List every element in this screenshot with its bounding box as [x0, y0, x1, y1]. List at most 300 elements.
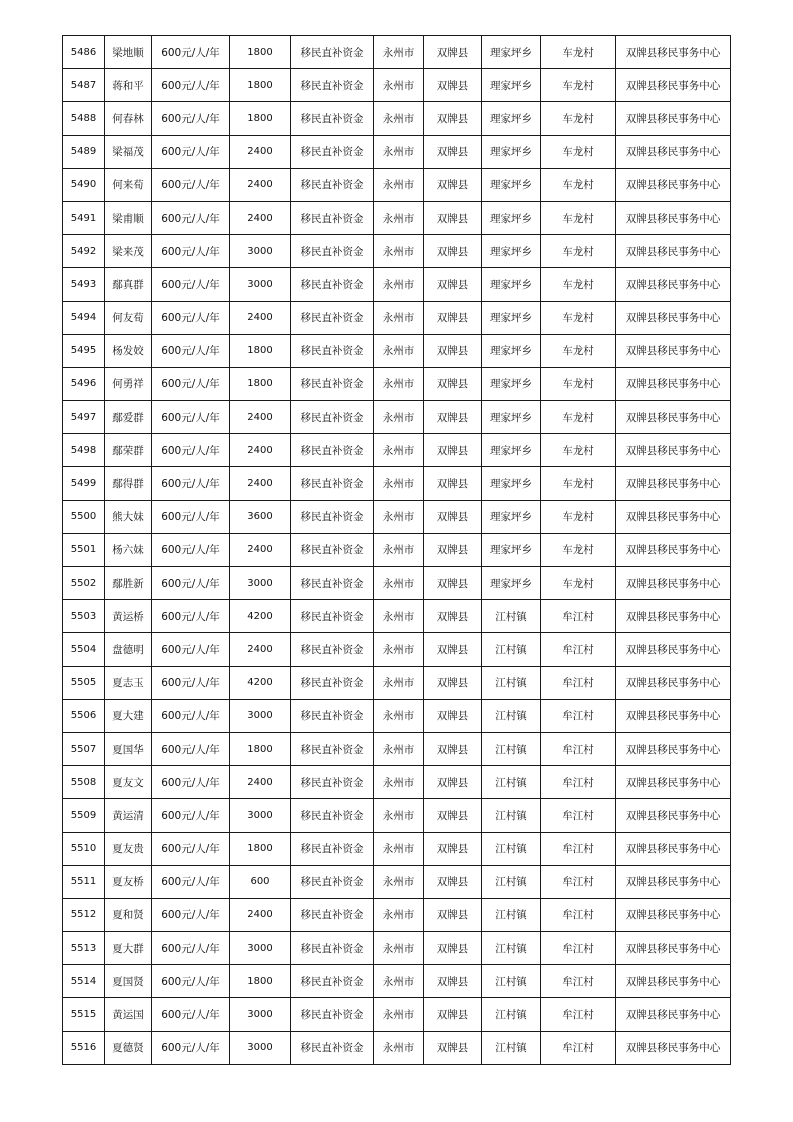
cell-serial-number: 5498 — [63, 434, 105, 467]
table-row — [63, 932, 731, 965]
cell-fund-type: 移民直补资金 — [291, 766, 374, 799]
cell-township: 江村镇 — [482, 633, 541, 666]
cell-agency: 双牌县移民事务中心 — [616, 235, 731, 268]
cell-serial-number: 5510 — [63, 832, 105, 865]
cell-township: 江村镇 — [482, 832, 541, 865]
cell-serial-number: 5493 — [63, 268, 105, 301]
cell-county: 双牌县 — [424, 832, 482, 865]
cell-fund-type: 移民直补资金 — [291, 201, 374, 234]
cell-township: 江村镇 — [482, 600, 541, 633]
cell-county: 双牌县 — [424, 732, 482, 765]
cell-city: 永州市 — [374, 500, 424, 533]
cell-city: 永州市 — [374, 36, 424, 69]
cell-fund-type: 移民直补资金 — [291, 567, 374, 600]
cell-name: 何来荀 — [105, 168, 152, 201]
cell-county: 双牌县 — [424, 235, 482, 268]
cell-county: 双牌县 — [424, 898, 482, 931]
cell-township: 江村镇 — [482, 898, 541, 931]
cell-serial-number: 5505 — [63, 666, 105, 699]
cell-village: 牟江村 — [541, 898, 616, 931]
cell-agency: 双牌县移民事务中心 — [616, 1031, 731, 1064]
table-row — [63, 235, 731, 268]
cell-subsidy-standard: 600元/人/年 — [152, 567, 230, 600]
cell-serial-number: 5508 — [63, 766, 105, 799]
cell-amount: 1800 — [230, 102, 291, 135]
cell-village: 牟江村 — [541, 766, 616, 799]
cell-county: 双牌县 — [424, 69, 482, 102]
cell-village: 牟江村 — [541, 666, 616, 699]
cell-city: 永州市 — [374, 301, 424, 334]
table-row — [63, 766, 731, 799]
cell-amount: 1800 — [230, 965, 291, 998]
cell-amount: 600 — [230, 865, 291, 898]
cell-serial-number: 5500 — [63, 500, 105, 533]
cell-village: 牟江村 — [541, 998, 616, 1031]
cell-name: 鄢胜新 — [105, 567, 152, 600]
cell-amount: 2400 — [230, 401, 291, 434]
table-row — [63, 334, 731, 367]
cell-amount: 1800 — [230, 367, 291, 400]
cell-agency: 双牌县移民事务中心 — [616, 633, 731, 666]
cell-agency: 双牌县移民事务中心 — [616, 898, 731, 931]
cell-county: 双牌县 — [424, 533, 482, 566]
cell-city: 永州市 — [374, 898, 424, 931]
cell-county: 双牌县 — [424, 666, 482, 699]
table-row — [63, 36, 731, 69]
cell-subsidy-standard: 600元/人/年 — [152, 235, 230, 268]
cell-subsidy-standard: 600元/人/年 — [152, 467, 230, 500]
cell-village: 车龙村 — [541, 334, 616, 367]
cell-county: 双牌县 — [424, 334, 482, 367]
cell-subsidy-standard: 600元/人/年 — [152, 865, 230, 898]
table-body — [63, 36, 731, 1065]
cell-serial-number: 5503 — [63, 600, 105, 633]
cell-county: 双牌县 — [424, 932, 482, 965]
cell-agency: 双牌县移民事务中心 — [616, 434, 731, 467]
cell-village: 车龙村 — [541, 201, 616, 234]
cell-subsidy-standard: 600元/人/年 — [152, 799, 230, 832]
cell-township: 理家坪乡 — [482, 401, 541, 434]
cell-subsidy-standard: 600元/人/年 — [152, 666, 230, 699]
cell-fund-type: 移民直补资金 — [291, 334, 374, 367]
cell-subsidy-standard: 600元/人/年 — [152, 168, 230, 201]
table-row — [63, 1031, 731, 1064]
cell-name: 梁地顺 — [105, 36, 152, 69]
table-row — [63, 567, 731, 600]
cell-name: 鄢爱群 — [105, 401, 152, 434]
cell-amount: 1800 — [230, 832, 291, 865]
cell-name: 夏国贤 — [105, 965, 152, 998]
cell-county: 双牌县 — [424, 301, 482, 334]
cell-name: 夏和贤 — [105, 898, 152, 931]
cell-city: 永州市 — [374, 201, 424, 234]
cell-village: 车龙村 — [541, 69, 616, 102]
cell-city: 永州市 — [374, 567, 424, 600]
cell-serial-number: 5496 — [63, 367, 105, 400]
cell-amount: 2400 — [230, 633, 291, 666]
table-row — [63, 500, 731, 533]
cell-subsidy-standard: 600元/人/年 — [152, 301, 230, 334]
cell-village: 车龙村 — [541, 401, 616, 434]
cell-name: 夏大群 — [105, 932, 152, 965]
cell-township: 理家坪乡 — [482, 69, 541, 102]
table-row — [63, 268, 731, 301]
table-row — [63, 898, 731, 931]
cell-fund-type: 移民直补资金 — [291, 301, 374, 334]
cell-village: 车龙村 — [541, 567, 616, 600]
cell-subsidy-standard: 600元/人/年 — [152, 699, 230, 732]
cell-agency: 双牌县移民事务中心 — [616, 965, 731, 998]
cell-name: 何春林 — [105, 102, 152, 135]
cell-village: 车龙村 — [541, 36, 616, 69]
cell-amount: 3000 — [230, 799, 291, 832]
cell-fund-type: 移民直补资金 — [291, 998, 374, 1031]
cell-amount: 3000 — [230, 567, 291, 600]
cell-serial-number: 5516 — [63, 1031, 105, 1064]
cell-city: 永州市 — [374, 699, 424, 732]
cell-amount: 2400 — [230, 201, 291, 234]
cell-village: 牟江村 — [541, 1031, 616, 1064]
cell-county: 双牌县 — [424, 998, 482, 1031]
cell-township: 理家坪乡 — [482, 334, 541, 367]
cell-serial-number: 5495 — [63, 334, 105, 367]
table-row — [63, 600, 731, 633]
cell-amount: 1800 — [230, 334, 291, 367]
cell-city: 永州市 — [374, 434, 424, 467]
cell-amount: 3000 — [230, 235, 291, 268]
cell-amount: 3000 — [230, 1031, 291, 1064]
cell-serial-number: 5490 — [63, 168, 105, 201]
cell-subsidy-standard: 600元/人/年 — [152, 998, 230, 1031]
cell-agency: 双牌县移民事务中心 — [616, 268, 731, 301]
cell-fund-type: 移民直补资金 — [291, 799, 374, 832]
cell-agency: 双牌县移民事务中心 — [616, 567, 731, 600]
cell-fund-type: 移民直补资金 — [291, 36, 374, 69]
cell-agency: 双牌县移民事务中心 — [616, 932, 731, 965]
table-row — [63, 832, 731, 865]
table-row — [63, 965, 731, 998]
table-row — [63, 799, 731, 832]
cell-subsidy-standard: 600元/人/年 — [152, 268, 230, 301]
cell-county: 双牌县 — [424, 168, 482, 201]
cell-city: 永州市 — [374, 600, 424, 633]
cell-county: 双牌县 — [424, 268, 482, 301]
cell-subsidy-standard: 600元/人/年 — [152, 434, 230, 467]
cell-village: 牟江村 — [541, 865, 616, 898]
cell-agency: 双牌县移民事务中心 — [616, 467, 731, 500]
cell-name: 鄢真群 — [105, 268, 152, 301]
cell-village: 车龙村 — [541, 367, 616, 400]
cell-name: 梁来茂 — [105, 235, 152, 268]
cell-amount: 2400 — [230, 434, 291, 467]
cell-name: 何友荀 — [105, 301, 152, 334]
cell-village: 车龙村 — [541, 135, 616, 168]
cell-name: 杨发姣 — [105, 334, 152, 367]
cell-amount: 1800 — [230, 36, 291, 69]
cell-serial-number: 5497 — [63, 401, 105, 434]
cell-fund-type: 移民直补资金 — [291, 467, 374, 500]
cell-township: 理家坪乡 — [482, 168, 541, 201]
cell-amount: 2400 — [230, 168, 291, 201]
cell-agency: 双牌县移民事务中心 — [616, 865, 731, 898]
cell-subsidy-standard: 600元/人/年 — [152, 832, 230, 865]
cell-fund-type: 移民直补资金 — [291, 965, 374, 998]
cell-county: 双牌县 — [424, 367, 482, 400]
cell-fund-type: 移民直补资金 — [291, 102, 374, 135]
cell-subsidy-standard: 600元/人/年 — [152, 932, 230, 965]
cell-subsidy-standard: 600元/人/年 — [152, 401, 230, 434]
cell-amount: 3000 — [230, 699, 291, 732]
cell-name: 夏国华 — [105, 732, 152, 765]
cell-city: 永州市 — [374, 965, 424, 998]
cell-subsidy-standard: 600元/人/年 — [152, 102, 230, 135]
cell-fund-type: 移民直补资金 — [291, 135, 374, 168]
cell-township: 理家坪乡 — [482, 434, 541, 467]
cell-city: 永州市 — [374, 168, 424, 201]
cell-village: 牟江村 — [541, 699, 616, 732]
cell-fund-type: 移民直补资金 — [291, 600, 374, 633]
cell-township: 理家坪乡 — [482, 567, 541, 600]
cell-fund-type: 移民直补资金 — [291, 500, 374, 533]
cell-fund-type: 移民直补资金 — [291, 898, 374, 931]
cell-serial-number: 5507 — [63, 732, 105, 765]
cell-amount: 1800 — [230, 732, 291, 765]
cell-county: 双牌县 — [424, 699, 482, 732]
cell-serial-number: 5514 — [63, 965, 105, 998]
cell-name: 夏友文 — [105, 766, 152, 799]
cell-name: 夏友贵 — [105, 832, 152, 865]
cell-agency: 双牌县移民事务中心 — [616, 401, 731, 434]
table-row — [63, 301, 731, 334]
cell-amount: 1800 — [230, 69, 291, 102]
cell-fund-type: 移民直补资金 — [291, 401, 374, 434]
cell-serial-number: 5511 — [63, 865, 105, 898]
cell-county: 双牌县 — [424, 102, 482, 135]
cell-amount: 2400 — [230, 135, 291, 168]
table-row — [63, 367, 731, 400]
cell-fund-type: 移民直补资金 — [291, 699, 374, 732]
cell-name: 梁福茂 — [105, 135, 152, 168]
cell-village: 车龙村 — [541, 500, 616, 533]
cell-township: 江村镇 — [482, 965, 541, 998]
cell-name: 熊大妹 — [105, 500, 152, 533]
cell-county: 双牌县 — [424, 1031, 482, 1064]
cell-subsidy-standard: 600元/人/年 — [152, 898, 230, 931]
cell-township: 江村镇 — [482, 1031, 541, 1064]
cell-city: 永州市 — [374, 268, 424, 301]
cell-fund-type: 移民直补资金 — [291, 932, 374, 965]
cell-serial-number: 5504 — [63, 633, 105, 666]
cell-township: 江村镇 — [482, 732, 541, 765]
cell-agency: 双牌县移民事务中心 — [616, 732, 731, 765]
table-row — [63, 998, 731, 1031]
cell-serial-number: 5486 — [63, 36, 105, 69]
cell-village: 车龙村 — [541, 168, 616, 201]
cell-name: 盘德明 — [105, 633, 152, 666]
cell-city: 永州市 — [374, 69, 424, 102]
cell-amount: 4200 — [230, 600, 291, 633]
cell-village: 车龙村 — [541, 434, 616, 467]
cell-county: 双牌县 — [424, 567, 482, 600]
cell-serial-number: 5492 — [63, 235, 105, 268]
cell-city: 永州市 — [374, 334, 424, 367]
cell-fund-type: 移民直补资金 — [291, 367, 374, 400]
cell-serial-number: 5487 — [63, 69, 105, 102]
table-row — [63, 699, 731, 732]
table-row — [63, 168, 731, 201]
cell-city: 永州市 — [374, 832, 424, 865]
cell-county: 双牌县 — [424, 135, 482, 168]
cell-amount: 3000 — [230, 998, 291, 1031]
cell-subsidy-standard: 600元/人/年 — [152, 1031, 230, 1064]
cell-village: 车龙村 — [541, 268, 616, 301]
cell-amount: 3000 — [230, 268, 291, 301]
cell-agency: 双牌县移民事务中心 — [616, 699, 731, 732]
cell-village: 牟江村 — [541, 633, 616, 666]
cell-township: 江村镇 — [482, 766, 541, 799]
cell-subsidy-standard: 600元/人/年 — [152, 69, 230, 102]
cell-subsidy-standard: 600元/人/年 — [152, 600, 230, 633]
cell-city: 永州市 — [374, 102, 424, 135]
table-row — [63, 865, 731, 898]
cell-name: 鄢荣群 — [105, 434, 152, 467]
cell-county: 双牌县 — [424, 865, 482, 898]
cell-subsidy-standard: 600元/人/年 — [152, 633, 230, 666]
cell-serial-number: 5513 — [63, 932, 105, 965]
cell-county: 双牌县 — [424, 500, 482, 533]
cell-city: 永州市 — [374, 799, 424, 832]
table-row — [63, 732, 731, 765]
cell-fund-type: 移民直补资金 — [291, 434, 374, 467]
cell-amount: 2400 — [230, 467, 291, 500]
cell-amount: 4200 — [230, 666, 291, 699]
cell-subsidy-standard: 600元/人/年 — [152, 367, 230, 400]
cell-serial-number: 5512 — [63, 898, 105, 931]
cell-serial-number: 5509 — [63, 799, 105, 832]
cell-agency: 双牌县移民事务中心 — [616, 36, 731, 69]
subsidy-roster-table — [62, 35, 731, 1065]
cell-village: 牟江村 — [541, 732, 616, 765]
cell-agency: 双牌县移民事务中心 — [616, 334, 731, 367]
cell-city: 永州市 — [374, 865, 424, 898]
cell-village: 车龙村 — [541, 301, 616, 334]
cell-fund-type: 移民直补资金 — [291, 1031, 374, 1064]
cell-county: 双牌县 — [424, 600, 482, 633]
cell-county: 双牌县 — [424, 965, 482, 998]
cell-name: 鄢得群 — [105, 467, 152, 500]
cell-county: 双牌县 — [424, 633, 482, 666]
cell-township: 江村镇 — [482, 932, 541, 965]
cell-city: 永州市 — [374, 467, 424, 500]
cell-township: 理家坪乡 — [482, 201, 541, 234]
cell-city: 永州市 — [374, 533, 424, 566]
cell-amount: 3600 — [230, 500, 291, 533]
cell-name: 梁甫顺 — [105, 201, 152, 234]
cell-county: 双牌县 — [424, 36, 482, 69]
cell-agency: 双牌县移民事务中心 — [616, 766, 731, 799]
cell-subsidy-standard: 600元/人/年 — [152, 201, 230, 234]
cell-township: 理家坪乡 — [482, 500, 541, 533]
cell-city: 永州市 — [374, 633, 424, 666]
cell-subsidy-standard: 600元/人/年 — [152, 500, 230, 533]
cell-fund-type: 移民直补资金 — [291, 865, 374, 898]
cell-fund-type: 移民直补资金 — [291, 533, 374, 566]
cell-city: 永州市 — [374, 401, 424, 434]
cell-village: 车龙村 — [541, 102, 616, 135]
cell-fund-type: 移民直补资金 — [291, 732, 374, 765]
cell-city: 永州市 — [374, 732, 424, 765]
cell-agency: 双牌县移民事务中心 — [616, 102, 731, 135]
cell-agency: 双牌县移民事务中心 — [616, 600, 731, 633]
cell-name: 夏志玉 — [105, 666, 152, 699]
cell-township: 理家坪乡 — [482, 235, 541, 268]
table-row — [63, 102, 731, 135]
cell-county: 双牌县 — [424, 467, 482, 500]
cell-name: 何勇祥 — [105, 367, 152, 400]
cell-city: 永州市 — [374, 932, 424, 965]
cell-agency: 双牌县移民事务中心 — [616, 799, 731, 832]
cell-city: 永州市 — [374, 766, 424, 799]
cell-subsidy-standard: 600元/人/年 — [152, 36, 230, 69]
cell-township: 江村镇 — [482, 666, 541, 699]
cell-fund-type: 移民直补资金 — [291, 633, 374, 666]
cell-village: 牟江村 — [541, 932, 616, 965]
cell-city: 永州市 — [374, 666, 424, 699]
cell-name: 杨六妹 — [105, 533, 152, 566]
cell-name: 夏德贤 — [105, 1031, 152, 1064]
cell-serial-number: 5506 — [63, 699, 105, 732]
cell-township: 理家坪乡 — [482, 36, 541, 69]
cell-subsidy-standard: 600元/人/年 — [152, 334, 230, 367]
cell-serial-number: 5499 — [63, 467, 105, 500]
cell-county: 双牌县 — [424, 201, 482, 234]
cell-village: 牟江村 — [541, 965, 616, 998]
cell-agency: 双牌县移民事务中心 — [616, 301, 731, 334]
table-row — [63, 467, 731, 500]
cell-township: 理家坪乡 — [482, 533, 541, 566]
cell-fund-type: 移民直补资金 — [291, 235, 374, 268]
table-row — [63, 434, 731, 467]
cell-township: 理家坪乡 — [482, 467, 541, 500]
cell-amount: 2400 — [230, 301, 291, 334]
cell-township: 理家坪乡 — [482, 102, 541, 135]
cell-serial-number: 5494 — [63, 301, 105, 334]
cell-serial-number: 5501 — [63, 533, 105, 566]
table-row — [63, 401, 731, 434]
cell-county: 双牌县 — [424, 799, 482, 832]
cell-agency: 双牌县移民事务中心 — [616, 998, 731, 1031]
cell-agency: 双牌县移民事务中心 — [616, 69, 731, 102]
cell-serial-number: 5489 — [63, 135, 105, 168]
cell-township: 江村镇 — [482, 799, 541, 832]
cell-township: 江村镇 — [482, 865, 541, 898]
cell-name: 黄运桥 — [105, 600, 152, 633]
cell-township: 理家坪乡 — [482, 135, 541, 168]
cell-amount: 3000 — [230, 932, 291, 965]
cell-agency: 双牌县移民事务中心 — [616, 500, 731, 533]
cell-name: 夏友桥 — [105, 865, 152, 898]
cell-subsidy-standard: 600元/人/年 — [152, 732, 230, 765]
cell-subsidy-standard: 600元/人/年 — [152, 766, 230, 799]
cell-township: 江村镇 — [482, 699, 541, 732]
table-row — [63, 633, 731, 666]
cell-serial-number: 5488 — [63, 102, 105, 135]
cell-serial-number: 5502 — [63, 567, 105, 600]
table-row — [63, 533, 731, 566]
cell-agency: 双牌县移民事务中心 — [616, 666, 731, 699]
cell-subsidy-standard: 600元/人/年 — [152, 533, 230, 566]
cell-city: 永州市 — [374, 367, 424, 400]
